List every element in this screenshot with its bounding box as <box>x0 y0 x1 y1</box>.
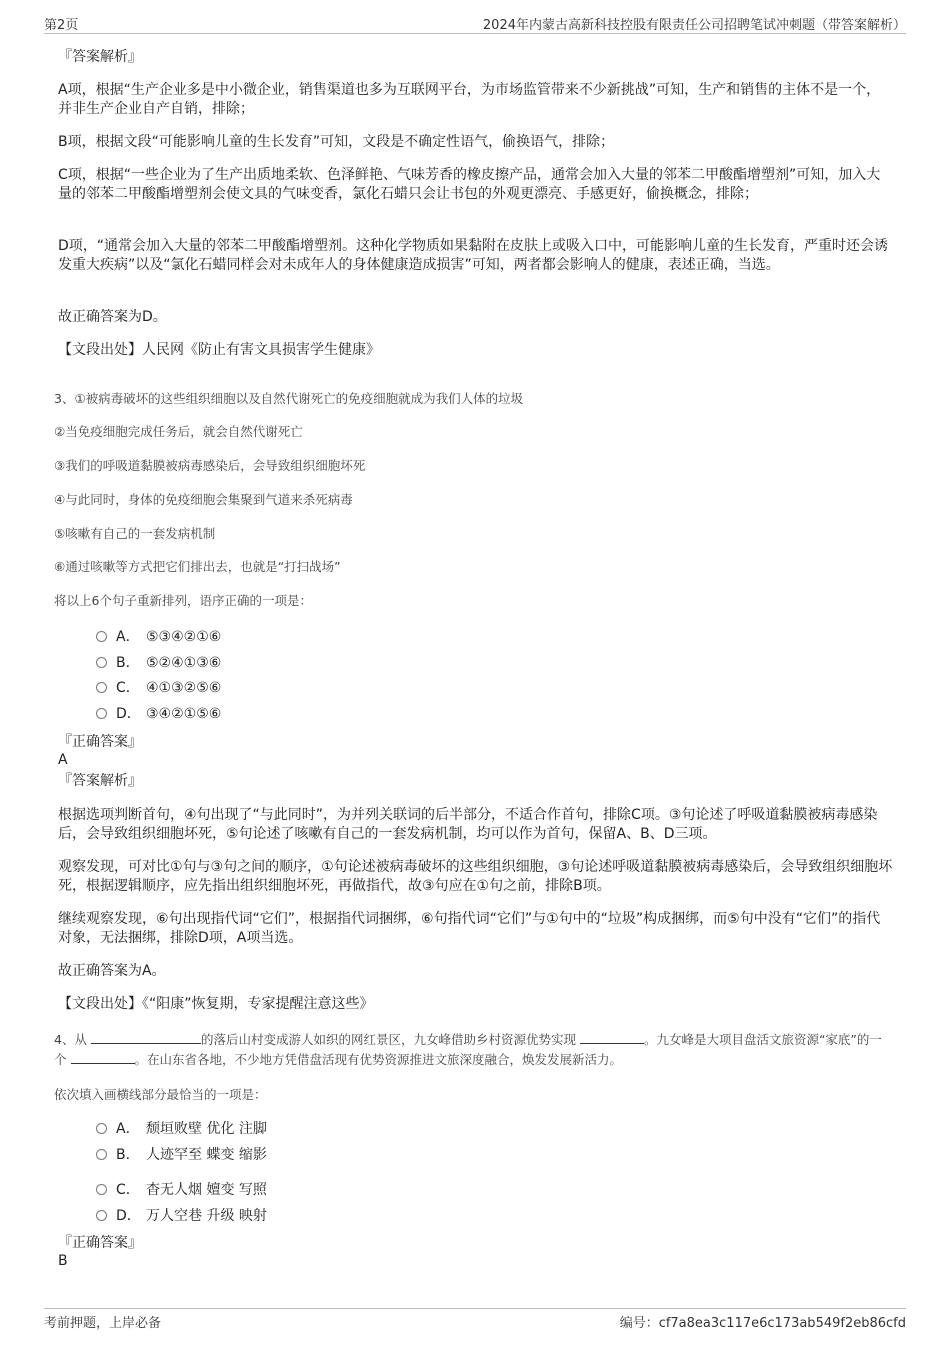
q3-conclusion: 故正确答案为A。 <box>58 963 166 979</box>
q3-sentence-6: ⑥通过咳嗽等方式把它们排出去，也就是“打扫战场” <box>54 559 341 574</box>
q3-source: 【文段出处】《“阳康”恢复期，专家提醒注意这些》 <box>58 996 374 1012</box>
q3-prompt: 将以上6个句子重新排列，语序正确的一项是： <box>54 593 312 608</box>
radio-icon[interactable] <box>96 631 107 642</box>
document-title: 2024年内蒙古高新科技控股有限责任公司招聘笔试冲刺题（带答案解析） <box>482 18 906 33</box>
q3-option-c[interactable]: C． ④①③②⑤⑥ <box>96 678 221 698</box>
page-number: 第2页 <box>44 18 79 33</box>
q3-answer: A <box>58 752 68 768</box>
q2-analysis-paragraph-a: A项，根据“生产企业多是中小微企业，销售渠道也多为互联网平台，为市场监管带来不少新挑战”可知，生产和销售的主体不是一个，并非生产企业自产自销，排除； <box>58 82 881 117</box>
q2-analysis-paragraph-c: C项，根据“一些企业为了生产出质地柔软、色泽鲜艳、气味芳香的橡皮擦产品，通常会加入大量的邻苯二甲酸酯增塑剂”可知，加入大量的邻苯二甲酸酯增塑剂会使文具的气味变香，氯化石蜡只会让书包的外观更漂亮、手感更好，偷换概念，排除； <box>58 167 881 202</box>
q4-option-c[interactable]: C． 杳无人烟 嬗变 写照 <box>96 1180 267 1200</box>
q2-conclusion: 故正确答案为D。 <box>58 309 167 325</box>
q3-sentence-3: ③我们的呼吸道黏膜被病毒感染后，会导致组织细胞坏死 <box>54 458 366 473</box>
q4-blank-3 <box>71 1051 135 1064</box>
q4-option-a[interactable]: A． 颓垣败壁 优化 注脚 <box>96 1119 267 1139</box>
q3-sentence-4: ④与此同时，身体的免疫细胞会集聚到气道来杀死病毒 <box>54 492 353 507</box>
q2-analysis-heading: 『答案解析』 <box>58 49 142 65</box>
header-divider <box>44 33 906 34</box>
radio-icon[interactable] <box>96 1210 107 1221</box>
q3-sentence-1: 3、①被病毒破坏的这些组织细胞以及自然代谢死亡的免疫细胞就成为我们人体的垃圾 <box>54 391 524 406</box>
q4-answer: B <box>58 1253 68 1269</box>
radio-icon[interactable] <box>96 657 107 668</box>
footer-slogan: 考前押题，上岸必备 <box>44 1316 162 1331</box>
radio-icon[interactable] <box>96 1184 107 1195</box>
radio-icon[interactable] <box>96 1123 107 1134</box>
radio-icon[interactable] <box>96 1149 107 1160</box>
q4-answer-heading: 『正确答案』 <box>58 1235 142 1251</box>
q2-source: 【文段出处】人民网《防止有害文具损害学生健康》 <box>58 342 380 358</box>
radio-icon[interactable] <box>96 708 107 719</box>
q4-blank-2 <box>580 1031 644 1044</box>
q3-sentence-2: ②当免疫细胞完成任务后，就会自然代谢死亡 <box>54 424 303 439</box>
document-code: 编号：cf7a8ea3c117e6c173ab549f2eb86cfd <box>619 1316 906 1331</box>
q3-option-a[interactable]: A． ⑤③④②①⑥ <box>96 627 221 647</box>
q4-blank-1 <box>91 1031 201 1044</box>
q3-sentence-5: ⑤咳嗽有自己的一套发病机制 <box>54 526 216 541</box>
q3-analysis-paragraph-3: 继续观察发现，⑥句出现指代词“它们”，根据指代词捆绑，⑥句指代词“它们”与①句中的“垃圾”构成捆绑，而⑤句中没有“它们”的指代对象，无法捆绑，排除D项，A项当选。 <box>58 911 881 946</box>
q4-stem: 4、从 的落后山村变成游人如织的网红景区，九女峰借助乡村资源优势实现 。九女峰是大项目盘活文旅资源“家底”的一个 。在山东省各地，不少地方凭借盘活现有优势资源推进文旅深度融合，焕发发展新活力。 <box>54 1032 882 1067</box>
q3-analysis-heading: 『答案解析』 <box>58 773 142 789</box>
q3-option-b[interactable]: B． ⑤②④①③⑥ <box>96 653 221 673</box>
q2-analysis-paragraph-d: D项，“通常会加入大量的邻苯二甲酸酯增塑剂。这种化学物质如果黏附在皮肤上或吸入口中，可能影响儿童的生长发育，严重时还会诱发重大疾病”以及“氯化石蜡同样会对未成年人的身体健康造成损害”可知，两者都会影响人的健康，表述正确，当选。 <box>58 238 889 273</box>
q4-option-b[interactable]: B． 人迹罕至 蝶变 缩影 <box>96 1145 267 1165</box>
page-header <box>44 14 906 32</box>
q3-analysis-paragraph-2: 观察发现，可对比①句与③句之间的顺序，①句论述被病毒破坏的这些组织细胞，③句论述呼吸道黏膜被病毒感染后，会导致组织细胞坏死，根据逻辑顺序，应先指出组织细胞坏死，再做指代，故③句应在①句之前，排除B项。 <box>58 859 893 894</box>
q4-prompt: 依次填入画横线部分最恰当的一项是： <box>54 1087 267 1102</box>
q3-answer-heading: 『正确答案』 <box>58 734 142 750</box>
q3-option-d[interactable]: D． ③④②①⑤⑥ <box>96 704 221 724</box>
radio-icon[interactable] <box>96 682 107 693</box>
footer-divider <box>44 1308 906 1309</box>
q2-analysis-paragraph-b: B项，根据文段“可能影响儿童的生长发育”可知，文段是不确定性语气，偷换语气，排除； <box>58 134 615 150</box>
q3-analysis-paragraph-1: 根据选项判断首句，④句出现了“与此同时”，为并列关联词的后半部分，不适合作首句，排除C项。③句论述了呼吸道黏膜被病毒感染后，会导致组织细胞坏死，⑤句论述了咳嗽有自己的一套发病机制，均可以作为首句，保留A、B、D三项。 <box>58 807 878 842</box>
q4-option-d[interactable]: D． 万人空巷 升级 映射 <box>96 1206 267 1226</box>
